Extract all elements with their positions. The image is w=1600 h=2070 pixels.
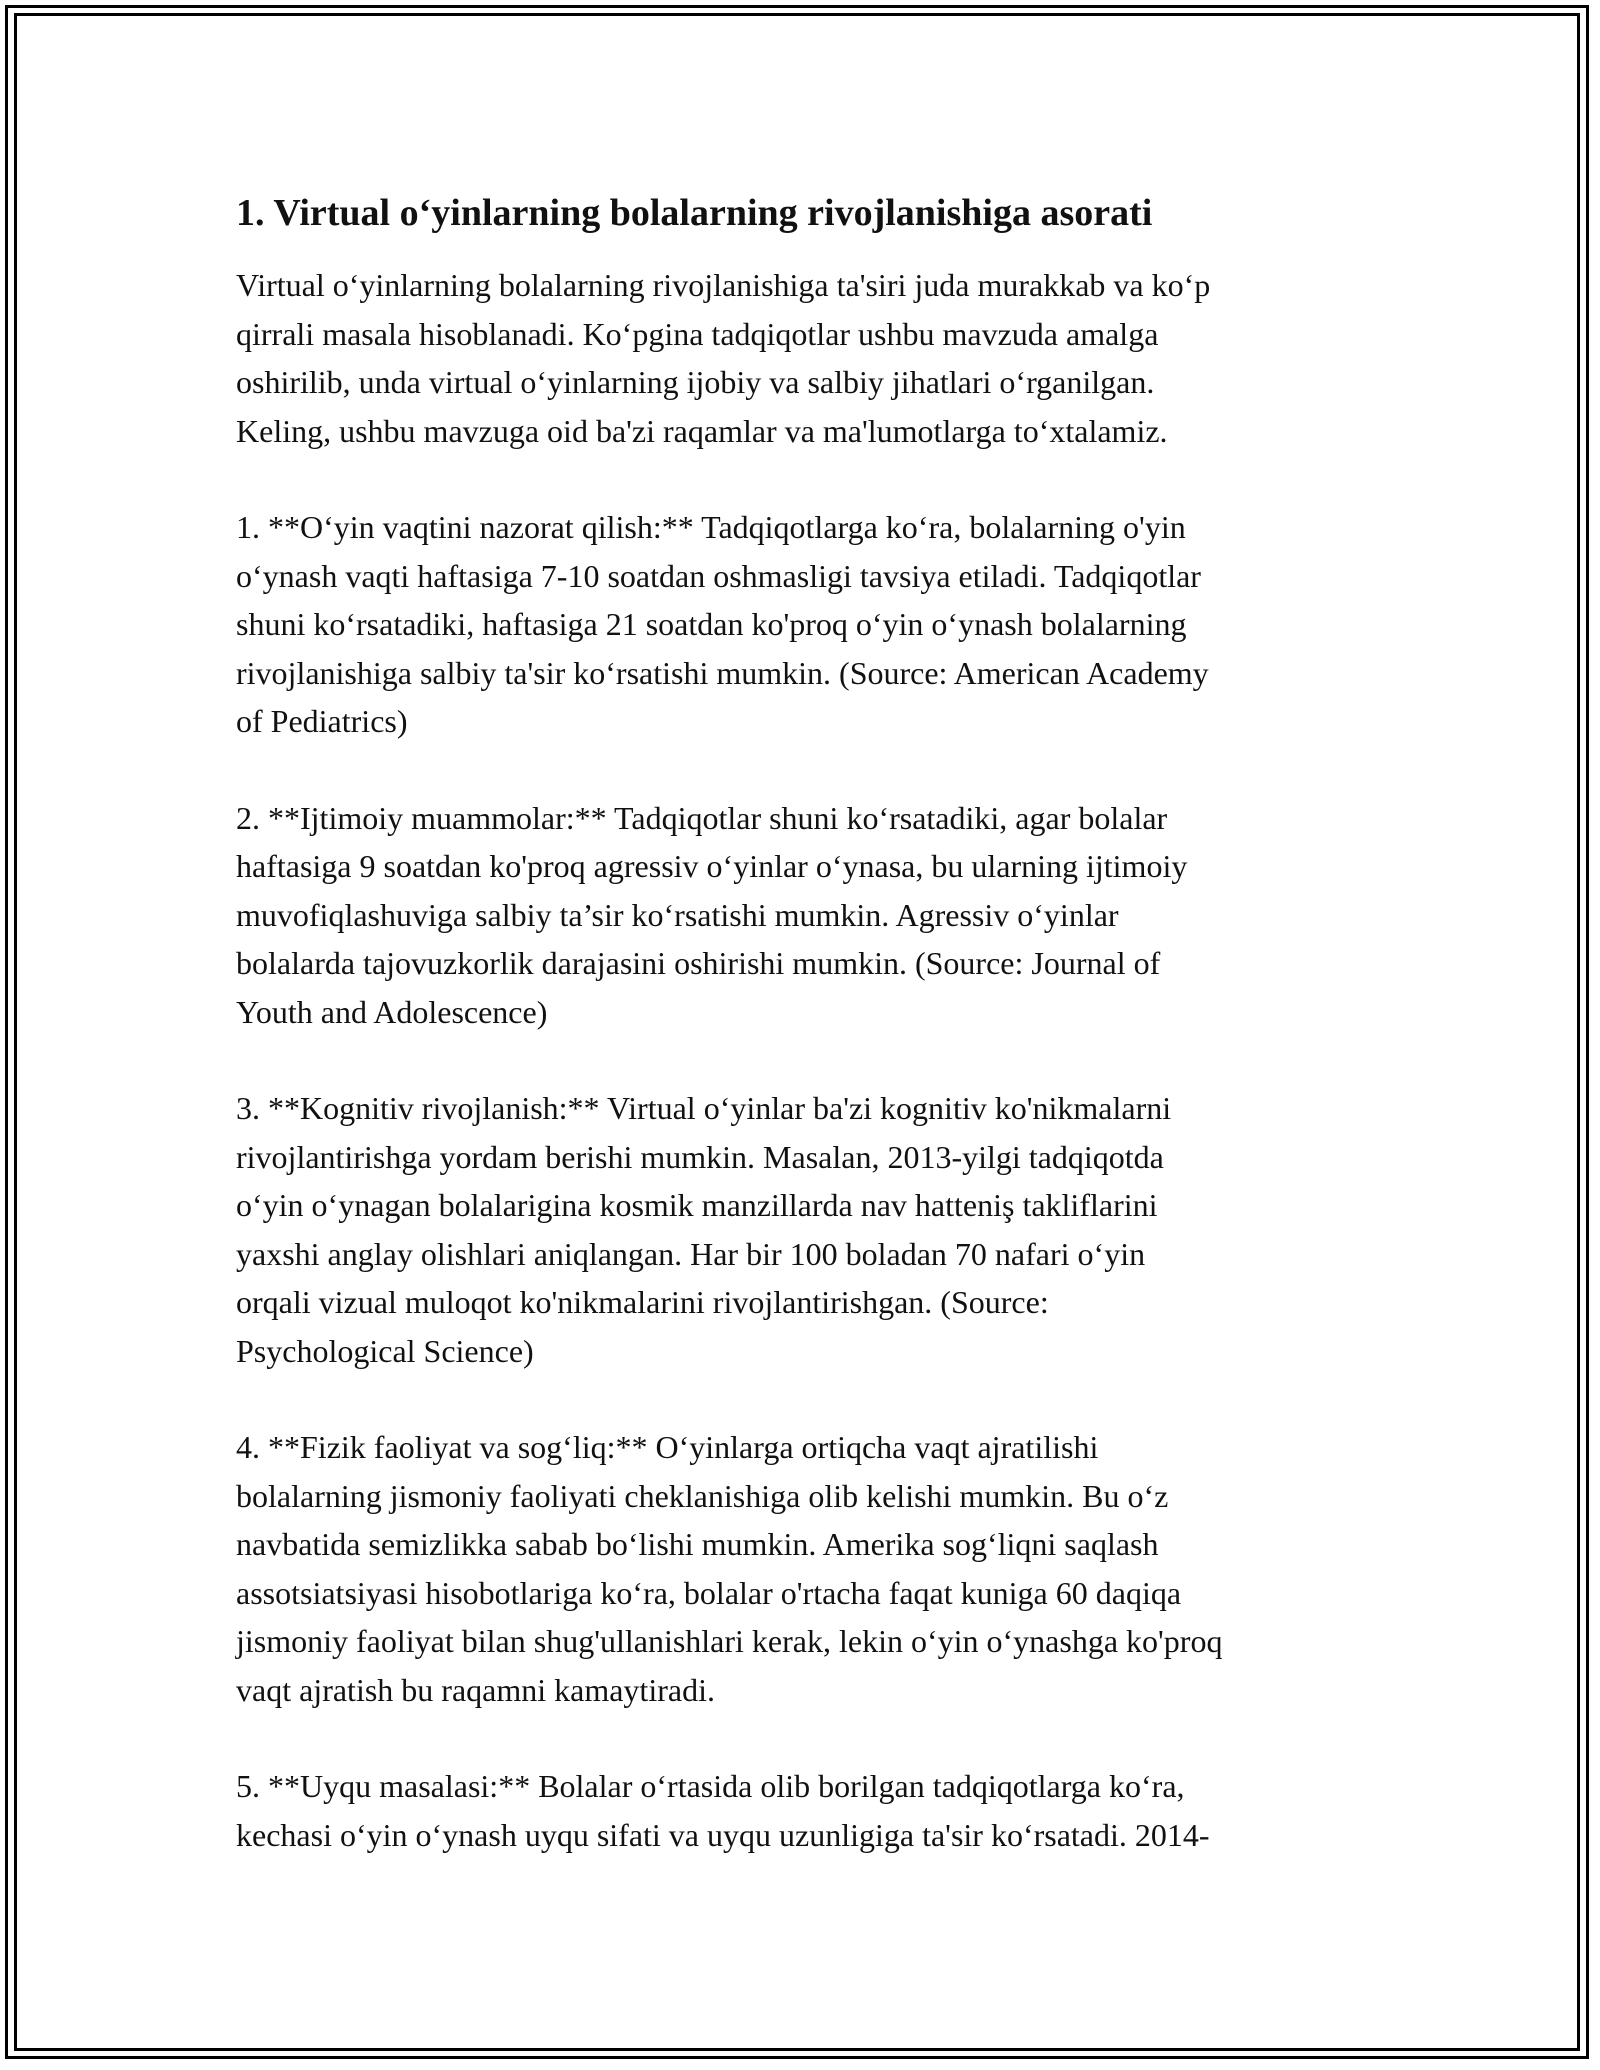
- list-item-social-problems: 2. **Ijtimoiy muammolar:** Tadqiqotlar shuni ko‘rsatadiki, agar bolalar haftasiga 9 soatdan ko'proq agressiv o‘yinlar o‘ynasa, bu ularning ijtimoiy muvofiqlashuviga salbiy ta’sir ko‘rsatishi mumkin. Agressiv o‘yinlar bolalarda tajovuzkorlik darajasini oshirishi mumkin. (Source: Journal of Youth and Adolescence): [236, 799, 1188, 1030]
- intro-paragraph: Virtual o‘yinlarning bolalarning rivojlanishiga ta'siri juda murakkab va ko‘p qirrali masala hisoblanadi. Ko‘pgina tadqiqotlar ushbu mavzuda amalga oshirilib, unda virtual o‘yinlarning ijobiy va salbiy jihatlari o‘rganilgan. Keling, ushbu mavzuga oid ba'zi raqamlar va ma'lumotlarga to‘xtalamiz.: [236, 267, 1211, 449]
- document-body: [236, 187, 1376, 1907]
- list-item-physical-activity-health: 4. **Fizik faoliyat va sog‘liq:** O‘yinlarga ortiqcha vaqt ajratilishi bolalarning jismoniy faoliyati cheklanishiga olib kelishi mumkin. Bu o‘z navbatida semizlikka sabab bo‘lishi mumkin. Amerika sog‘liqni saqlash assotsiatsiyasi hisobotlariga ko‘ra, bolalar o'rtacha faqat kuniga 60 daqiqa jismoniy faoliyat bilan shug'ullanishlari kerak, lekin o‘yin o‘ynashga ko'proq vaqt ajratish bu raqamni kamaytiradi.: [236, 1429, 1223, 1708]
- document-title: 1. Virtual o‘yinlarning bolalarning rivojlanishiga asorati: [236, 192, 1153, 234]
- list-item-cognitive-development: 3. **Kognitiv rivojlanish:** Virtual o‘yinlar ba'zi kognitiv ko'nikmalarni rivojlantirishga yordam berishi mumkin. Masalan, 2013-yilgi tadqiqotda o‘yin o‘ynagan bolalarigina kosmik manzillarda nav hatteniş takliflarini yaxshi anglay olishlari aniqlangan. Har bir 100 boladan 70 nafari o‘yin orqali vizual muloqot ko'nikmalarini rivojlantirishgan. (Source: Psychological Science): [236, 1090, 1172, 1369]
- list-item-sleep-issue: 5. **Uyqu masalasi:** Bolalar o‘rtasida olib borilgan tadqiqotlarga ko‘ra, kechasi o‘yin o‘ynash uyqu sifati va uyqu uzunligiga ta'sir ko‘rsatadi. 2014-: [236, 1768, 1210, 1853]
- list-item-game-time-control: 1. **O‘yin vaqtini nazorat qilish:** Tadqiqotlarga ko‘ra, bolalarning o'yin o‘ynash vaqti haftasiga 7-10 soatdan oshmasligi tavsiya etiladi. Tadqiqotlar shuni ko‘rsatadiki, haftasiga 21 soatdan ko'proq o‘yin o‘ynash bolalarning rivojlanishiga salbiy ta'sir ko‘rsatishi mumkin. (Source: American Academy of Pediatrics): [236, 509, 1209, 739]
